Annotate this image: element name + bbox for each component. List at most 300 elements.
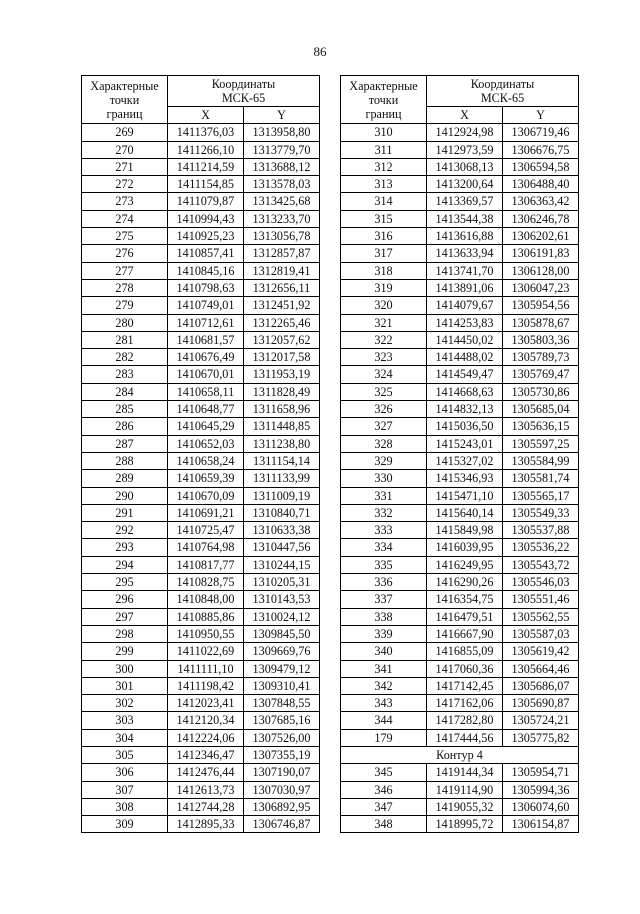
y-cell: 1313958,80 bbox=[244, 124, 320, 141]
point-cell: 348 bbox=[341, 816, 427, 833]
point-cell: 283 bbox=[82, 366, 168, 383]
y-header: Y bbox=[244, 107, 320, 124]
y-cell: 1312057,62 bbox=[244, 331, 320, 348]
table-row bbox=[82, 487, 320, 504]
point-cell: 281 bbox=[82, 331, 168, 348]
table-row bbox=[341, 504, 579, 521]
x-cell: 1410658,24 bbox=[168, 452, 244, 469]
table-row bbox=[341, 695, 579, 712]
x-cell: 1417282,80 bbox=[427, 712, 503, 729]
point-cell: 335 bbox=[341, 556, 427, 573]
x-cell: 1410828,75 bbox=[168, 574, 244, 591]
point-cell: 301 bbox=[82, 677, 168, 694]
y-cell: 1305565,17 bbox=[503, 487, 579, 504]
point-cell: 293 bbox=[82, 539, 168, 556]
table-row bbox=[341, 643, 579, 660]
y-cell: 1306676,75 bbox=[503, 141, 579, 158]
points-header: Характерные точки границ bbox=[82, 76, 168, 124]
table-row bbox=[341, 677, 579, 694]
y-cell: 1306246,78 bbox=[503, 210, 579, 227]
point-cell: 313 bbox=[341, 176, 427, 193]
table-row bbox=[341, 314, 579, 331]
point-cell: 299 bbox=[82, 643, 168, 660]
x-cell: 1413891,06 bbox=[427, 279, 503, 296]
x-cell: 1413068,13 bbox=[427, 158, 503, 175]
table-row bbox=[82, 556, 320, 573]
x-cell: 1413544,38 bbox=[427, 210, 503, 227]
x-cell: 1410670,09 bbox=[168, 487, 244, 504]
x-cell: 1413200,64 bbox=[427, 176, 503, 193]
x-cell: 1417162,06 bbox=[427, 695, 503, 712]
x-cell: 1415471,10 bbox=[427, 487, 503, 504]
x-cell: 1411079,87 bbox=[168, 193, 244, 210]
x-cell: 1418995,72 bbox=[427, 816, 503, 833]
point-cell: 288 bbox=[82, 452, 168, 469]
x-cell: 1413369,57 bbox=[427, 193, 503, 210]
table-row bbox=[341, 418, 579, 435]
point-cell: 331 bbox=[341, 487, 427, 504]
table-row bbox=[82, 677, 320, 694]
y-cell: 1312857,87 bbox=[244, 245, 320, 262]
x-header: X bbox=[168, 107, 244, 124]
x-cell: 1410676,49 bbox=[168, 349, 244, 366]
table-row bbox=[341, 176, 579, 193]
table-row bbox=[82, 141, 320, 158]
table-row bbox=[341, 729, 579, 746]
table-row bbox=[341, 712, 579, 729]
point-cell: 290 bbox=[82, 487, 168, 504]
table-row bbox=[341, 522, 579, 539]
table-row bbox=[341, 625, 579, 642]
y-cell: 1313056,78 bbox=[244, 228, 320, 245]
x-cell: 1410712,61 bbox=[168, 314, 244, 331]
y-cell: 1312451,92 bbox=[244, 297, 320, 314]
point-cell: 302 bbox=[82, 695, 168, 712]
table-row bbox=[341, 401, 579, 418]
table-row bbox=[82, 574, 320, 591]
table-row bbox=[82, 452, 320, 469]
point-cell: 279 bbox=[82, 297, 168, 314]
y-cell: 1305619,42 bbox=[503, 643, 579, 660]
y-cell: 1305789,73 bbox=[503, 349, 579, 366]
point-cell: 296 bbox=[82, 591, 168, 608]
point-cell: 340 bbox=[341, 643, 427, 660]
table-row bbox=[82, 764, 320, 781]
point-cell: 346 bbox=[341, 781, 427, 798]
table-row bbox=[82, 781, 320, 798]
point-cell: 274 bbox=[82, 210, 168, 227]
y-cell: 1305584,99 bbox=[503, 452, 579, 469]
point-cell: 300 bbox=[82, 660, 168, 677]
table-row bbox=[82, 228, 320, 245]
y-cell: 1312819,41 bbox=[244, 262, 320, 279]
table-row bbox=[82, 193, 320, 210]
x-cell: 1410845,16 bbox=[168, 262, 244, 279]
y-cell: 1305597,25 bbox=[503, 435, 579, 452]
x-cell: 1411198,42 bbox=[168, 677, 244, 694]
table-row bbox=[82, 643, 320, 660]
y-cell: 1310244,15 bbox=[244, 556, 320, 573]
point-cell: 314 bbox=[341, 193, 427, 210]
x-cell: 1415346,93 bbox=[427, 470, 503, 487]
x-cell: 1412973,59 bbox=[427, 141, 503, 158]
table-row bbox=[341, 781, 579, 798]
point-cell: 328 bbox=[341, 435, 427, 452]
y-cell: 1305769,47 bbox=[503, 366, 579, 383]
y-cell: 1309845,50 bbox=[244, 625, 320, 642]
y-cell: 1305878,67 bbox=[503, 314, 579, 331]
point-cell: 347 bbox=[341, 798, 427, 815]
x-cell: 1414668,63 bbox=[427, 383, 503, 400]
x-cell: 1410994,43 bbox=[168, 210, 244, 227]
x-cell: 1412895,33 bbox=[168, 816, 244, 833]
y-cell: 1310143,53 bbox=[244, 591, 320, 608]
y-cell: 1311154,14 bbox=[244, 452, 320, 469]
table-row bbox=[82, 591, 320, 608]
point-cell: 344 bbox=[341, 712, 427, 729]
table-row bbox=[341, 452, 579, 469]
table-row bbox=[82, 279, 320, 296]
contour-row bbox=[341, 746, 579, 763]
y-cell: 1305690,87 bbox=[503, 695, 579, 712]
table-row bbox=[82, 504, 320, 521]
table-row bbox=[341, 141, 579, 158]
y-cell: 1306202,61 bbox=[503, 228, 579, 245]
point-cell: 307 bbox=[82, 781, 168, 798]
y-cell: 1305685,04 bbox=[503, 401, 579, 418]
point-cell: 294 bbox=[82, 556, 168, 573]
table-row bbox=[82, 695, 320, 712]
point-cell: 282 bbox=[82, 349, 168, 366]
table-row bbox=[341, 193, 579, 210]
y-cell: 1305536,22 bbox=[503, 539, 579, 556]
table-row bbox=[82, 522, 320, 539]
point-cell: 333 bbox=[341, 522, 427, 539]
y-cell: 1305546,03 bbox=[503, 574, 579, 591]
y-cell: 1306746,87 bbox=[244, 816, 320, 833]
table-row bbox=[82, 712, 320, 729]
x-cell: 1415849,98 bbox=[427, 522, 503, 539]
table-row bbox=[341, 279, 579, 296]
point-cell: 327 bbox=[341, 418, 427, 435]
table-row bbox=[341, 487, 579, 504]
x-cell: 1416667,90 bbox=[427, 625, 503, 642]
point-cell: 287 bbox=[82, 435, 168, 452]
y-cell: 1305803,36 bbox=[503, 331, 579, 348]
y-cell: 1307526,00 bbox=[244, 729, 320, 746]
x-cell: 1416290,26 bbox=[427, 574, 503, 591]
y-cell: 1305730,86 bbox=[503, 383, 579, 400]
table-row bbox=[82, 158, 320, 175]
table-row bbox=[341, 245, 579, 262]
table-row bbox=[82, 297, 320, 314]
table-row bbox=[341, 608, 579, 625]
point-cell: 319 bbox=[341, 279, 427, 296]
y-cell: 1305954,71 bbox=[503, 764, 579, 781]
table-row bbox=[341, 262, 579, 279]
point-cell: 339 bbox=[341, 625, 427, 642]
y-cell: 1307030,97 bbox=[244, 781, 320, 798]
point-cell: 280 bbox=[82, 314, 168, 331]
point-cell: 318 bbox=[341, 262, 427, 279]
x-cell: 1411154,85 bbox=[168, 176, 244, 193]
y-cell: 1313425,68 bbox=[244, 193, 320, 210]
x-cell: 1415036,50 bbox=[427, 418, 503, 435]
y-cell: 1311828,49 bbox=[244, 383, 320, 400]
x-cell: 1410857,41 bbox=[168, 245, 244, 262]
x-cell: 1411111,10 bbox=[168, 660, 244, 677]
y-cell: 1305551,46 bbox=[503, 591, 579, 608]
table-body-left bbox=[82, 124, 320, 833]
y-cell: 1309479,12 bbox=[244, 660, 320, 677]
table-row bbox=[82, 816, 320, 833]
x-cell: 1412224,06 bbox=[168, 729, 244, 746]
point-cell: 330 bbox=[341, 470, 427, 487]
x-cell: 1413741,70 bbox=[427, 262, 503, 279]
table-row bbox=[82, 729, 320, 746]
contour-label: Контур 4 bbox=[341, 746, 579, 763]
x-cell: 1416249,95 bbox=[427, 556, 503, 573]
table-row bbox=[82, 314, 320, 331]
x-cell: 1416039,95 bbox=[427, 539, 503, 556]
x-cell: 1417142,45 bbox=[427, 677, 503, 694]
point-cell: 338 bbox=[341, 608, 427, 625]
y-cell: 1313779,70 bbox=[244, 141, 320, 158]
point-cell: 329 bbox=[341, 452, 427, 469]
x-cell: 1410670,01 bbox=[168, 366, 244, 383]
x-cell: 1410848,00 bbox=[168, 591, 244, 608]
x-cell: 1414450,02 bbox=[427, 331, 503, 348]
x-cell: 1410691,21 bbox=[168, 504, 244, 521]
y-cell: 1305581,74 bbox=[503, 470, 579, 487]
y-cell: 1311133,99 bbox=[244, 470, 320, 487]
x-cell: 1410925,23 bbox=[168, 228, 244, 245]
table-row bbox=[82, 210, 320, 227]
table-row bbox=[82, 746, 320, 763]
y-cell: 1305664,46 bbox=[503, 660, 579, 677]
table-row bbox=[82, 331, 320, 348]
x-cell: 1412613,73 bbox=[168, 781, 244, 798]
x-cell: 1412744,28 bbox=[168, 798, 244, 815]
y-cell: 1311009,19 bbox=[244, 487, 320, 504]
y-cell: 1307190,07 bbox=[244, 764, 320, 781]
table-row bbox=[82, 245, 320, 262]
point-cell: 343 bbox=[341, 695, 427, 712]
x-cell: 1410749,01 bbox=[168, 297, 244, 314]
point-cell: 278 bbox=[82, 279, 168, 296]
point-cell: 317 bbox=[341, 245, 427, 262]
table-row bbox=[82, 608, 320, 625]
y-cell: 1313688,12 bbox=[244, 158, 320, 175]
page-number: 86 bbox=[313, 44, 327, 59]
point-cell: 303 bbox=[82, 712, 168, 729]
point-cell: 305 bbox=[82, 746, 168, 763]
y-cell: 1310633,38 bbox=[244, 522, 320, 539]
point-cell: 271 bbox=[82, 158, 168, 175]
table-row bbox=[341, 331, 579, 348]
x-cell: 1410950,55 bbox=[168, 625, 244, 642]
table-row bbox=[341, 228, 579, 245]
point-cell: 297 bbox=[82, 608, 168, 625]
y-cell: 1306594,58 bbox=[503, 158, 579, 175]
point-cell: 332 bbox=[341, 504, 427, 521]
table-row bbox=[341, 660, 579, 677]
point-cell: 304 bbox=[82, 729, 168, 746]
table-row bbox=[82, 349, 320, 366]
point-cell: 292 bbox=[82, 522, 168, 539]
x-cell: 1416354,75 bbox=[427, 591, 503, 608]
point-cell: 337 bbox=[341, 591, 427, 608]
point-cell: 273 bbox=[82, 193, 168, 210]
table-row bbox=[341, 798, 579, 815]
point-cell: 321 bbox=[341, 314, 427, 331]
y-cell: 1305994,36 bbox=[503, 781, 579, 798]
table-row bbox=[341, 591, 579, 608]
point-cell: 309 bbox=[82, 816, 168, 833]
y-cell: 1309669,76 bbox=[244, 643, 320, 660]
y-cell: 1306892,95 bbox=[244, 798, 320, 815]
point-cell: 269 bbox=[82, 124, 168, 141]
point-cell: 277 bbox=[82, 262, 168, 279]
table-row bbox=[82, 539, 320, 556]
point-cell: 312 bbox=[341, 158, 427, 175]
table-row bbox=[341, 366, 579, 383]
table-row bbox=[341, 764, 579, 781]
table-row bbox=[341, 816, 579, 833]
y-cell: 1313233,70 bbox=[244, 210, 320, 227]
table-row bbox=[82, 470, 320, 487]
x-cell: 1413616,88 bbox=[427, 228, 503, 245]
y-header: Y bbox=[503, 107, 579, 124]
x-cell: 1410652,03 bbox=[168, 435, 244, 452]
x-cell: 1410658,11 bbox=[168, 383, 244, 400]
y-cell: 1306074,60 bbox=[503, 798, 579, 815]
x-cell: 1410885,86 bbox=[168, 608, 244, 625]
table-row bbox=[341, 124, 579, 141]
point-cell: 310 bbox=[341, 124, 427, 141]
y-cell: 1312656,11 bbox=[244, 279, 320, 296]
table-row bbox=[341, 158, 579, 175]
table-row bbox=[341, 210, 579, 227]
y-cell: 1306191,83 bbox=[503, 245, 579, 262]
y-cell: 1310024,12 bbox=[244, 608, 320, 625]
table-row bbox=[82, 383, 320, 400]
point-cell: 324 bbox=[341, 366, 427, 383]
y-cell: 1312017,58 bbox=[244, 349, 320, 366]
table-row bbox=[82, 366, 320, 383]
point-cell: 272 bbox=[82, 176, 168, 193]
y-cell: 1305549,33 bbox=[503, 504, 579, 521]
y-cell: 1310447,56 bbox=[244, 539, 320, 556]
point-cell: 315 bbox=[341, 210, 427, 227]
x-cell: 1410725,47 bbox=[168, 522, 244, 539]
point-cell: 326 bbox=[341, 401, 427, 418]
x-cell: 1414832,13 bbox=[427, 401, 503, 418]
y-cell: 1313578,03 bbox=[244, 176, 320, 193]
x-cell: 1419055,32 bbox=[427, 798, 503, 815]
point-cell: 275 bbox=[82, 228, 168, 245]
table-row bbox=[341, 349, 579, 366]
y-cell: 1310205,31 bbox=[244, 574, 320, 591]
x-cell: 1412023,41 bbox=[168, 695, 244, 712]
x-cell: 1419114,90 bbox=[427, 781, 503, 798]
point-cell: 306 bbox=[82, 764, 168, 781]
x-cell: 1410798,63 bbox=[168, 279, 244, 296]
y-cell: 1305537,88 bbox=[503, 522, 579, 539]
y-cell: 1306154,87 bbox=[503, 816, 579, 833]
x-cell: 1416479,51 bbox=[427, 608, 503, 625]
y-cell: 1310840,71 bbox=[244, 504, 320, 521]
table-row bbox=[82, 435, 320, 452]
point-cell: 298 bbox=[82, 625, 168, 642]
table-row bbox=[82, 124, 320, 141]
y-cell: 1306363,42 bbox=[503, 193, 579, 210]
point-cell: 345 bbox=[341, 764, 427, 781]
point-cell: 320 bbox=[341, 297, 427, 314]
table-row bbox=[82, 660, 320, 677]
y-cell: 1306047,23 bbox=[503, 279, 579, 296]
x-cell: 1410764,98 bbox=[168, 539, 244, 556]
point-cell: 286 bbox=[82, 418, 168, 435]
y-cell: 1305954,56 bbox=[503, 297, 579, 314]
point-cell: 179 bbox=[341, 729, 427, 746]
point-cell: 325 bbox=[341, 383, 427, 400]
table-row bbox=[341, 383, 579, 400]
x-cell: 1411214,59 bbox=[168, 158, 244, 175]
y-cell: 1307685,16 bbox=[244, 712, 320, 729]
x-cell: 1410645,29 bbox=[168, 418, 244, 435]
table-row bbox=[341, 435, 579, 452]
x-header: X bbox=[427, 107, 503, 124]
y-cell: 1305686,07 bbox=[503, 677, 579, 694]
table-row bbox=[341, 470, 579, 487]
table-row bbox=[82, 401, 320, 418]
table-row bbox=[341, 297, 579, 314]
table-row bbox=[341, 556, 579, 573]
point-cell: 311 bbox=[341, 141, 427, 158]
point-cell: 276 bbox=[82, 245, 168, 262]
x-cell: 1414253,83 bbox=[427, 314, 503, 331]
x-cell: 1417060,36 bbox=[427, 660, 503, 677]
table-row bbox=[82, 798, 320, 815]
x-cell: 1411022,69 bbox=[168, 643, 244, 660]
point-cell: 308 bbox=[82, 798, 168, 815]
coordinates-table-left bbox=[81, 75, 320, 833]
point-cell: 291 bbox=[82, 504, 168, 521]
y-cell: 1307355,19 bbox=[244, 746, 320, 763]
point-cell: 285 bbox=[82, 401, 168, 418]
x-cell: 1411376,03 bbox=[168, 124, 244, 141]
y-cell: 1305543,72 bbox=[503, 556, 579, 573]
table-row bbox=[341, 574, 579, 591]
y-cell: 1305562,55 bbox=[503, 608, 579, 625]
y-cell: 1307848,55 bbox=[244, 695, 320, 712]
x-cell: 1415327,02 bbox=[427, 452, 503, 469]
y-cell: 1311658,96 bbox=[244, 401, 320, 418]
y-cell: 1311238,80 bbox=[244, 435, 320, 452]
table-row bbox=[82, 262, 320, 279]
point-cell: 295 bbox=[82, 574, 168, 591]
x-cell: 1415640,14 bbox=[427, 504, 503, 521]
point-cell: 342 bbox=[341, 677, 427, 694]
x-cell: 1412120,34 bbox=[168, 712, 244, 729]
y-cell: 1311953,19 bbox=[244, 366, 320, 383]
x-cell: 1415243,01 bbox=[427, 435, 503, 452]
coords-header: Координаты МСК-65 bbox=[168, 76, 320, 107]
point-cell: 289 bbox=[82, 470, 168, 487]
y-cell: 1305775,82 bbox=[503, 729, 579, 746]
x-cell: 1413633,94 bbox=[427, 245, 503, 262]
